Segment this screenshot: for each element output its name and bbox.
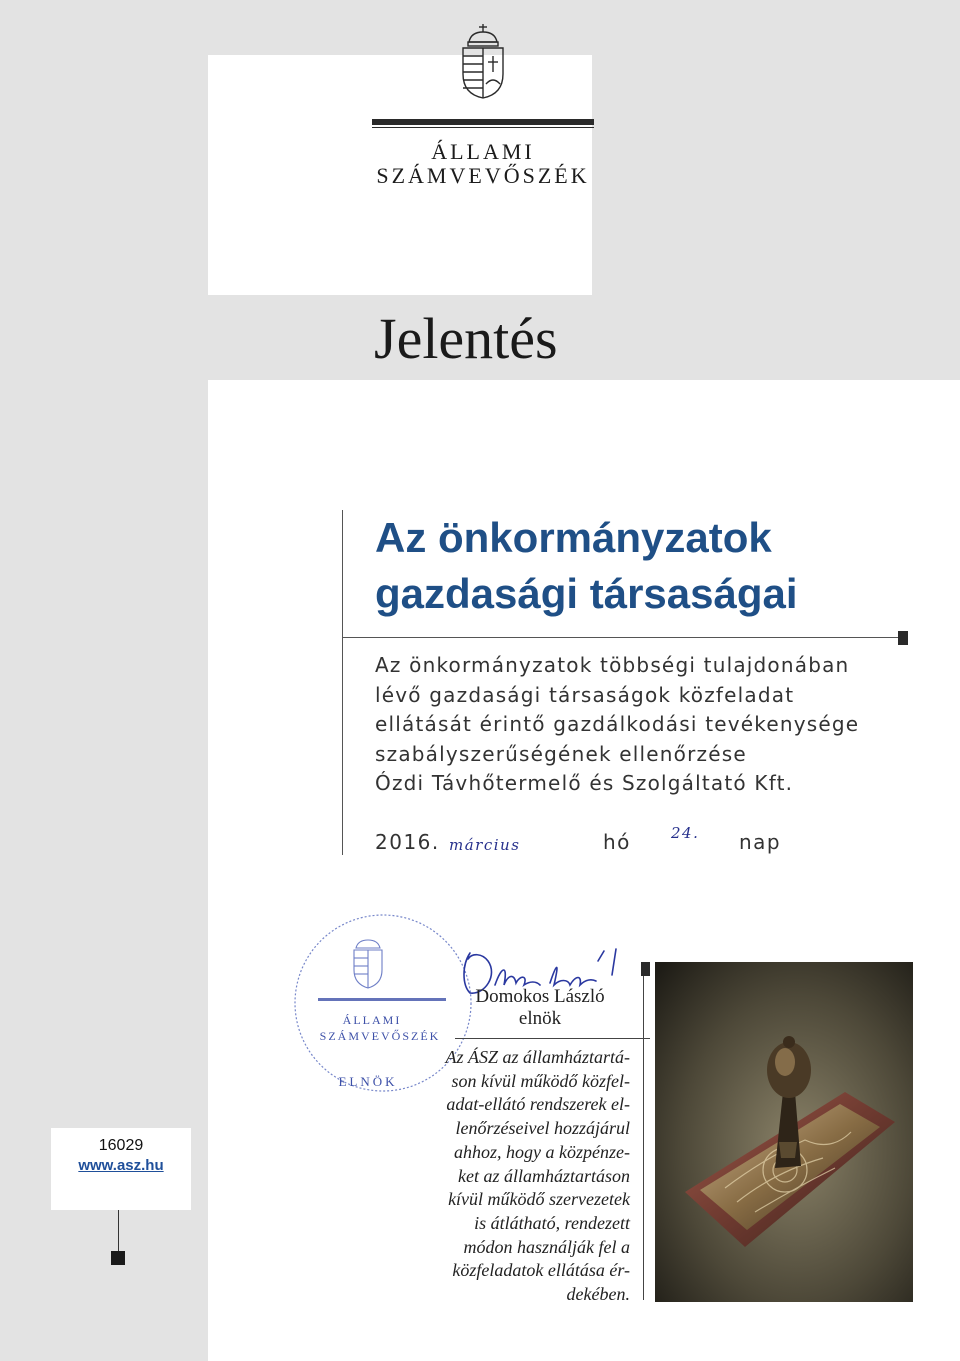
- quote-line: Az ÁSZ az államháztartá-: [445, 1047, 630, 1067]
- report-type-band: [208, 295, 960, 380]
- subtitle-line: Ózdi Távhőtermelő és Szolgáltató Kft.: [375, 771, 794, 795]
- date-ho: hó: [603, 830, 631, 854]
- footer-vertical-rule: [118, 1210, 119, 1252]
- date-year: 2016.: [375, 830, 440, 854]
- top-grey-band: [208, 0, 960, 55]
- quote-line: ket az államháztartáson: [457, 1165, 630, 1186]
- subtitle-line: ellátását érintő gazdálkodási tevékenysége: [375, 712, 860, 736]
- quote-line: módon használják fel a: [463, 1236, 630, 1257]
- signatory-name: Domokos László: [475, 986, 605, 1007]
- quote-line: lenőrzéseivel hozzájárul: [455, 1118, 630, 1139]
- title-rule-marker: [898, 631, 908, 645]
- quote-line: dekében.: [566, 1284, 630, 1305]
- stamp-text-elnok: ELNÖK: [338, 1074, 398, 1089]
- logo-text-allami: ÁLLAMI: [431, 139, 535, 164]
- report-subtitle: [375, 651, 859, 799]
- quote-vertical-rule: [643, 970, 644, 1300]
- stamp-text-allami: ÁLLAMI: [342, 1013, 402, 1027]
- logo-text-szamvevoszek: SZÁMVEVŐSZÉK: [376, 163, 590, 188]
- footer-rule-marker: [111, 1251, 125, 1265]
- date-month-handwritten: március: [449, 836, 521, 854]
- quote-line: is átlátható, rendezett: [474, 1212, 630, 1233]
- document-type-heading: Jelentés: [374, 306, 558, 371]
- report-number: 16029: [98, 1137, 144, 1154]
- quote-rule-marker: [641, 962, 650, 976]
- mission-quote: [420, 1046, 630, 1307]
- logo-rule: [372, 119, 594, 125]
- date-nap: nap: [739, 830, 782, 854]
- stamp-coat-of-arms-icon: [354, 940, 382, 988]
- website-link[interactable]: www.asz.hu: [78, 1157, 164, 1174]
- right-grey-block: [592, 55, 960, 295]
- subtitle-line: Az önkormányzatok többségi tulajdonában: [375, 653, 850, 677]
- quote-line: ahhoz, hogy a közpénze-: [454, 1141, 630, 1162]
- quote-line: adat-ellátó rendszerek el-: [446, 1094, 630, 1115]
- signatory-title: elnök: [518, 1008, 562, 1029]
- quote-horizontal-rule: [455, 1038, 650, 1039]
- quote-line: son kívül működő közfel-: [451, 1070, 630, 1091]
- stamp-text-szamvevoszek: SZÁMVEVŐSZÉK: [319, 1029, 441, 1043]
- quote-line: közfeladatok ellátása ér-: [452, 1260, 630, 1281]
- date-day-handwritten: 24.: [671, 824, 700, 842]
- seal-photograph: [655, 962, 913, 1302]
- title-vertical-rule: [342, 510, 343, 855]
- report-title-line-2: gazdasági társaságai: [375, 570, 798, 617]
- title-horizontal-rule: [342, 637, 902, 638]
- subtitle-line: szabályszerűségének ellenőrzése: [375, 741, 747, 766]
- subtitle-line: lévő gazdasági társaságok közfeladat: [375, 682, 795, 707]
- hungarian-coat-of-arms-icon: [458, 22, 508, 100]
- logo-rule-thin: [372, 127, 594, 128]
- report-title-line-1: Az önkormányzatok: [375, 514, 772, 561]
- quote-line: kívül működő szervezetek: [448, 1189, 630, 1210]
